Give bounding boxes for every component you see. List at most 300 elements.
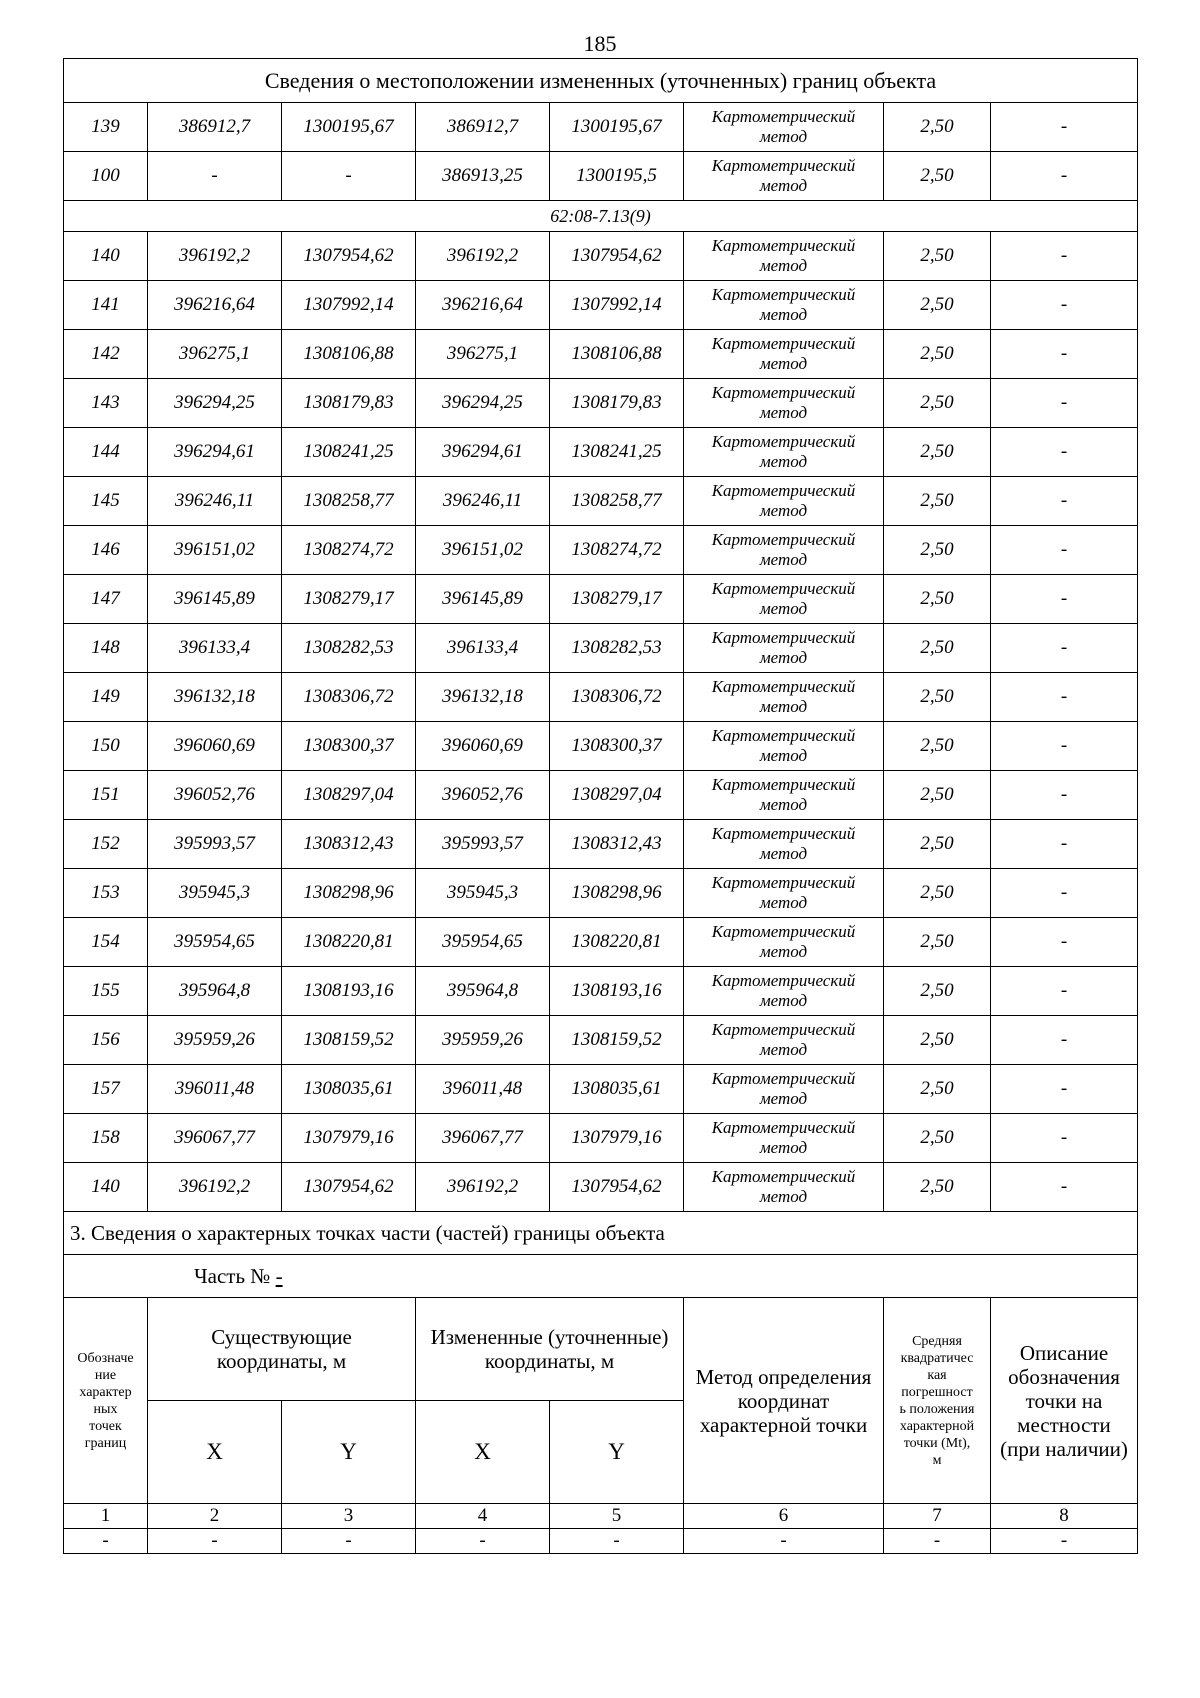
header-existing-coords-line: координаты, м (216, 1349, 347, 1373)
method-line-1: Картометрический (711, 481, 856, 500)
method-line-2: метод (759, 1089, 808, 1108)
description-cell: - (991, 526, 1138, 575)
table-row (64, 771, 1138, 820)
method-cell (684, 379, 884, 428)
changed-y-cell: 1308193,16 (550, 967, 684, 1016)
existing-x-cell: 396132,18 (148, 673, 282, 722)
error-cell: 2,50 (884, 1114, 991, 1163)
column-number: 4 (416, 1504, 550, 1529)
changed-x-cell: 396133,4 (416, 624, 550, 673)
point-id-cell: 142 (64, 330, 148, 379)
changed-y-cell: 1308106,88 (550, 330, 684, 379)
point-id-cell: 157 (64, 1065, 148, 1114)
existing-x-cell: 395964,8 (148, 967, 282, 1016)
header-mean-error-line: квадратичес (900, 1350, 974, 1366)
changed-x-cell: 396216,64 (416, 281, 550, 330)
existing-x-cell: 396145,89 (148, 575, 282, 624)
method-cell (684, 967, 884, 1016)
description-cell: - (991, 820, 1138, 869)
changed-y-cell: 1308159,52 (550, 1016, 684, 1065)
header-changed-coords-line: Измененные (уточненные) (430, 1325, 669, 1349)
existing-x-cell: 395959,26 (148, 1016, 282, 1065)
point-id-cell: 148 (64, 624, 148, 673)
column-numbers-row (64, 1504, 1138, 1529)
description-cell: - (991, 330, 1138, 379)
changed-x-cell: 395945,3 (416, 869, 550, 918)
point-id-cell: 145 (64, 477, 148, 526)
header-existing-coords (148, 1298, 416, 1401)
error-cell: 2,50 (884, 1065, 991, 1114)
description-cell: - (991, 1016, 1138, 1065)
method-line-2: метод (759, 893, 808, 912)
point-id-cell: 150 (64, 722, 148, 771)
header-description (991, 1298, 1138, 1504)
method-cell (684, 722, 884, 771)
changed-y-cell: 1308035,61 (550, 1065, 684, 1114)
existing-x-cell: 396060,69 (148, 722, 282, 771)
header-description-line: местности (1017, 1412, 1111, 1437)
description-cell: - (991, 624, 1138, 673)
description-cell: - (991, 1065, 1138, 1114)
method-cell (684, 1114, 884, 1163)
header-changed-coords (416, 1298, 684, 1401)
method-cell (684, 428, 884, 477)
section-row (64, 201, 1138, 232)
method-cell (684, 918, 884, 967)
description-cell: - (991, 232, 1138, 281)
error-cell: 2,50 (884, 477, 991, 526)
method-line-1: Картометрический (711, 726, 856, 745)
existing-x-cell: 396067,77 (148, 1114, 282, 1163)
method-line-1: Картометрический (711, 383, 856, 402)
existing-y-cell: 1307954,62 (282, 232, 416, 281)
error-cell: 2,50 (884, 624, 991, 673)
empty-cell: - (416, 1529, 550, 1554)
method-line-1: Картометрический (711, 156, 856, 175)
method-line-2: метод (759, 501, 808, 520)
existing-y-cell: 1308193,16 (282, 967, 416, 1016)
method-cell (684, 1016, 884, 1065)
existing-y-cell: 1308297,04 (282, 771, 416, 820)
method-line-2: метод (759, 648, 808, 667)
empty-row (64, 1529, 1138, 1554)
changed-x-cell: 395964,8 (416, 967, 550, 1016)
method-line-2: метод (759, 452, 808, 471)
existing-y-cell: 1308179,83 (282, 379, 416, 428)
method-line-2: метод (759, 354, 808, 373)
header-method-line: характерной точки (699, 1412, 868, 1437)
point-id-cell: 158 (64, 1114, 148, 1163)
changed-y-cell: 1308312,43 (550, 820, 684, 869)
method-cell (684, 624, 884, 673)
existing-y-cell: 1308258,77 (282, 477, 416, 526)
description-cell: - (991, 575, 1138, 624)
method-line-1: Картометрический (711, 775, 856, 794)
column-number: 7 (884, 1504, 991, 1529)
description-cell: - (991, 869, 1138, 918)
existing-x-cell: 396246,11 (148, 477, 282, 526)
header-existing-coords-line: Существующие (211, 1325, 352, 1349)
error-cell: 2,50 (884, 526, 991, 575)
error-cell: 2,50 (884, 820, 991, 869)
method-cell (684, 103, 884, 152)
table-row (64, 624, 1138, 673)
existing-x-cell: 396133,4 (148, 624, 282, 673)
changed-x-cell: 396011,48 (416, 1065, 550, 1114)
point-id-cell: 139 (64, 103, 148, 152)
changed-x-cell: 395954,65 (416, 918, 550, 967)
existing-x-cell: 396216,64 (148, 281, 282, 330)
table-row (64, 1065, 1138, 1114)
changed-y-cell: 1308282,53 (550, 624, 684, 673)
method-line-2: метод (759, 746, 808, 765)
part-cell (64, 1255, 1138, 1298)
error-cell: 2,50 (884, 673, 991, 722)
method-line-2: метод (759, 305, 808, 324)
description-cell: - (991, 1163, 1138, 1212)
existing-y-cell: 1308282,53 (282, 624, 416, 673)
header-method-line: координат (737, 1388, 830, 1413)
existing-y-cell: 1308312,43 (282, 820, 416, 869)
table-row (64, 477, 1138, 526)
table-row (64, 526, 1138, 575)
error-cell: 2,50 (884, 918, 991, 967)
method-line-2: метод (759, 844, 808, 863)
point-id-cell: 152 (64, 820, 148, 869)
method-line-2: метод (759, 550, 808, 569)
point-id-cell: 147 (64, 575, 148, 624)
point-id-cell: 146 (64, 526, 148, 575)
point-id-cell: 140 (64, 232, 148, 281)
header-changed-coords-line: координаты, м (484, 1349, 615, 1373)
method-line-2: метод (759, 256, 808, 275)
changed-x-cell: 396192,2 (416, 1163, 550, 1212)
method-line-1: Картометрический (711, 530, 856, 549)
existing-x-cell: 396192,2 (148, 232, 282, 281)
changed-y-cell: 1308298,96 (550, 869, 684, 918)
error-cell: 2,50 (884, 103, 991, 152)
column-number: 8 (991, 1504, 1138, 1529)
table-row (64, 820, 1138, 869)
description-cell: - (991, 673, 1138, 722)
header-method-line: Метод определения (695, 1364, 872, 1389)
error-cell: 2,50 (884, 281, 991, 330)
changed-y-cell: 1307954,62 (550, 1163, 684, 1212)
header-mean-error-line: точки (Mt), (903, 1435, 971, 1451)
header-x: X (148, 1401, 282, 1504)
error-cell: 2,50 (884, 330, 991, 379)
point-id-cell: 143 (64, 379, 148, 428)
description-cell: - (991, 103, 1138, 152)
header-y: Y (550, 1401, 684, 1504)
changed-y-cell: 1308297,04 (550, 771, 684, 820)
page-number: 185 (583, 31, 617, 56)
existing-x-cell: 396294,61 (148, 428, 282, 477)
point-id-cell: 151 (64, 771, 148, 820)
method-cell (684, 330, 884, 379)
method-line-2: метод (759, 1187, 808, 1206)
column-number: 6 (684, 1504, 884, 1529)
changed-y-cell: 1308300,37 (550, 722, 684, 771)
changed-x-cell: 396145,89 (416, 575, 550, 624)
changed-y-cell: 1308179,83 (550, 379, 684, 428)
existing-y-cell: 1307954,62 (282, 1163, 416, 1212)
description-cell: - (991, 967, 1138, 1016)
existing-y-cell: - (282, 152, 416, 201)
table-row (64, 330, 1138, 379)
existing-x-cell: 396294,25 (148, 379, 282, 428)
existing-y-cell: 1308241,25 (282, 428, 416, 477)
table-row (64, 103, 1138, 152)
section3-title: 3. Сведения о характерных точках части (частей) границы объекта (64, 1212, 1138, 1255)
table-row (64, 1114, 1138, 1163)
method-cell (684, 232, 884, 281)
error-cell: 2,50 (884, 232, 991, 281)
method-line-1: Картометрический (711, 824, 856, 843)
existing-y-cell: 1300195,67 (282, 103, 416, 152)
point-id-cell: 100 (64, 152, 148, 201)
description-cell: - (991, 477, 1138, 526)
method-line-1: Картометрический (711, 334, 856, 353)
changed-y-cell: 1308279,17 (550, 575, 684, 624)
changed-x-cell: 396132,18 (416, 673, 550, 722)
method-cell (684, 820, 884, 869)
method-line-2: метод (759, 127, 808, 146)
description-cell: - (991, 722, 1138, 771)
existing-x-cell: 396151,02 (148, 526, 282, 575)
table-row (64, 428, 1138, 477)
method-line-1: Картометрический (711, 628, 856, 647)
method-line-1: Картометрический (711, 1118, 856, 1137)
table-row (64, 722, 1138, 771)
changed-x-cell: 396060,69 (416, 722, 550, 771)
method-line-2: метод (759, 942, 808, 961)
error-cell: 2,50 (884, 771, 991, 820)
error-cell: 2,50 (884, 967, 991, 1016)
table-row (64, 281, 1138, 330)
error-cell: 2,50 (884, 152, 991, 201)
existing-y-cell: 1308106,88 (282, 330, 416, 379)
column-number: 5 (550, 1504, 684, 1529)
method-cell (684, 673, 884, 722)
changed-x-cell: 396052,76 (416, 771, 550, 820)
changed-x-cell: 396151,02 (416, 526, 550, 575)
method-line-1: Картометрический (711, 1020, 856, 1039)
existing-x-cell: 395954,65 (148, 918, 282, 967)
method-cell (684, 526, 884, 575)
method-cell (684, 869, 884, 918)
point-id-cell: 154 (64, 918, 148, 967)
method-cell (684, 281, 884, 330)
header-mean-error-line: Средняя (912, 1333, 962, 1349)
table-row (64, 232, 1138, 281)
coordinates-table (63, 58, 1138, 1554)
description-cell: - (991, 281, 1138, 330)
part-label: Часть № (194, 1263, 271, 1288)
point-id-cell: 144 (64, 428, 148, 477)
existing-x-cell: 396052,76 (148, 771, 282, 820)
header-point-designation-line: ние (94, 1367, 117, 1383)
table-row (64, 673, 1138, 722)
header-mean-error-line: характерной (899, 1418, 975, 1434)
method-line-1: Картометрический (711, 579, 856, 598)
existing-x-cell: 395993,57 (148, 820, 282, 869)
point-id-cell: 140 (64, 1163, 148, 1212)
existing-y-cell: 1308159,52 (282, 1016, 416, 1065)
method-line-2: метод (759, 403, 808, 422)
method-cell (684, 1163, 884, 1212)
changed-x-cell: 396294,25 (416, 379, 550, 428)
empty-cell: - (684, 1529, 884, 1554)
existing-y-cell: 1308279,17 (282, 575, 416, 624)
method-line-2: метод (759, 599, 808, 618)
header-row-1 (64, 1298, 1138, 1401)
section3-title-row (64, 1212, 1138, 1255)
method-line-2: метод (759, 991, 808, 1010)
table-row (64, 152, 1138, 201)
column-number: 1 (64, 1504, 148, 1529)
changed-x-cell: 386912,7 (416, 103, 550, 152)
description-cell: - (991, 379, 1138, 428)
existing-x-cell: 395945,3 (148, 869, 282, 918)
changed-y-cell: 1308274,72 (550, 526, 684, 575)
header-point-designation-line: Обозначе (77, 1350, 134, 1366)
method-line-1: Картометрический (711, 677, 856, 696)
method-line-2: метод (759, 795, 808, 814)
table-row (64, 1163, 1138, 1212)
header-point-designation-line: ных (93, 1401, 118, 1417)
description-cell: - (991, 918, 1138, 967)
changed-x-cell: 396192,2 (416, 232, 550, 281)
method-cell (684, 1065, 884, 1114)
error-cell: 2,50 (884, 575, 991, 624)
table-row (64, 967, 1138, 1016)
header-point-designation-line: точек (89, 1418, 122, 1434)
existing-y-cell: 1307992,14 (282, 281, 416, 330)
table-row (64, 869, 1138, 918)
table-row (64, 918, 1138, 967)
header-mean-error-line: погрешност (901, 1384, 973, 1400)
changed-y-cell: 1308258,77 (550, 477, 684, 526)
method-line-1: Картометрический (711, 432, 856, 451)
method-line-1: Картометрический (711, 107, 856, 126)
header-description-line: обозначения (1008, 1364, 1120, 1389)
section-label: 62:08-7.13(9) (64, 201, 1138, 232)
empty-cell: - (884, 1529, 991, 1554)
changed-x-cell: 395993,57 (416, 820, 550, 869)
header-method (684, 1298, 884, 1504)
header-point-designation-line: границ (84, 1435, 127, 1451)
part-value: - (275, 1263, 283, 1288)
existing-x-cell: 396011,48 (148, 1065, 282, 1114)
table-row (64, 575, 1138, 624)
error-cell: 2,50 (884, 379, 991, 428)
table-row (64, 379, 1138, 428)
header-point-designation (64, 1298, 148, 1504)
header-mean-error-line: м (932, 1452, 942, 1468)
existing-y-cell: 1308300,37 (282, 722, 416, 771)
description-cell: - (991, 428, 1138, 477)
method-line-1: Картометрический (711, 236, 856, 255)
method-line-1: Картометрический (711, 285, 856, 304)
empty-cell: - (550, 1529, 684, 1554)
method-line-1: Картометрический (711, 922, 856, 941)
description-cell: - (991, 152, 1138, 201)
existing-x-cell: - (148, 152, 282, 201)
header-description-line: точки на (1025, 1388, 1103, 1413)
existing-y-cell: 1307979,16 (282, 1114, 416, 1163)
method-cell (684, 152, 884, 201)
description-cell: - (991, 1114, 1138, 1163)
empty-cell: - (282, 1529, 416, 1554)
changed-y-cell: 1300195,5 (550, 152, 684, 201)
column-number: 2 (148, 1504, 282, 1529)
existing-y-cell: 1308035,61 (282, 1065, 416, 1114)
changed-y-cell: 1307992,14 (550, 281, 684, 330)
error-cell: 2,50 (884, 1016, 991, 1065)
method-line-1: Картометрический (711, 873, 856, 892)
point-id-cell: 155 (64, 967, 148, 1016)
point-id-cell: 153 (64, 869, 148, 918)
description-cell: - (991, 771, 1138, 820)
error-cell: 2,50 (884, 428, 991, 477)
header-mean-error-line: кая (927, 1367, 947, 1383)
empty-cell: - (991, 1529, 1138, 1554)
changed-y-cell: 1307954,62 (550, 232, 684, 281)
table-title: Сведения о местоположении измененных (уточненных) границ объекта (64, 59, 1138, 103)
header-y: Y (282, 1401, 416, 1504)
header-mean-error (884, 1298, 991, 1504)
existing-x-cell: 396275,1 (148, 330, 282, 379)
column-number: 3 (282, 1504, 416, 1529)
method-cell (684, 477, 884, 526)
method-cell (684, 771, 884, 820)
point-id-cell: 149 (64, 673, 148, 722)
existing-y-cell: 1308298,96 (282, 869, 416, 918)
method-line-2: метод (759, 176, 808, 195)
point-id-cell: 141 (64, 281, 148, 330)
point-id-cell: 156 (64, 1016, 148, 1065)
changed-y-cell: 1308220,81 (550, 918, 684, 967)
header-point-designation-line: характер (79, 1384, 132, 1400)
method-line-2: метод (759, 1138, 808, 1157)
existing-y-cell: 1308274,72 (282, 526, 416, 575)
table-row (64, 1016, 1138, 1065)
changed-x-cell: 395959,26 (416, 1016, 550, 1065)
existing-x-cell: 386912,7 (148, 103, 282, 152)
method-line-1: Картометрический (711, 1069, 856, 1088)
method-line-1: Картометрический (711, 1167, 856, 1186)
changed-y-cell: 1308241,25 (550, 428, 684, 477)
changed-y-cell: 1308306,72 (550, 673, 684, 722)
header-mean-error-line: ь положения (899, 1401, 975, 1417)
header-x: X (416, 1401, 550, 1504)
changed-x-cell: 396246,11 (416, 477, 550, 526)
error-cell: 2,50 (884, 869, 991, 918)
part-row (64, 1255, 1138, 1298)
method-line-1: Картометрический (711, 971, 856, 990)
changed-x-cell: 396275,1 (416, 330, 550, 379)
header-description-line: (при наличии) (1000, 1436, 1128, 1461)
existing-y-cell: 1308306,72 (282, 673, 416, 722)
changed-x-cell: 396294,61 (416, 428, 550, 477)
changed-x-cell: 386913,25 (416, 152, 550, 201)
method-line-2: метод (759, 697, 808, 716)
changed-y-cell: 1307979,16 (550, 1114, 684, 1163)
empty-cell: - (148, 1529, 282, 1554)
changed-x-cell: 396067,77 (416, 1114, 550, 1163)
method-cell (684, 575, 884, 624)
